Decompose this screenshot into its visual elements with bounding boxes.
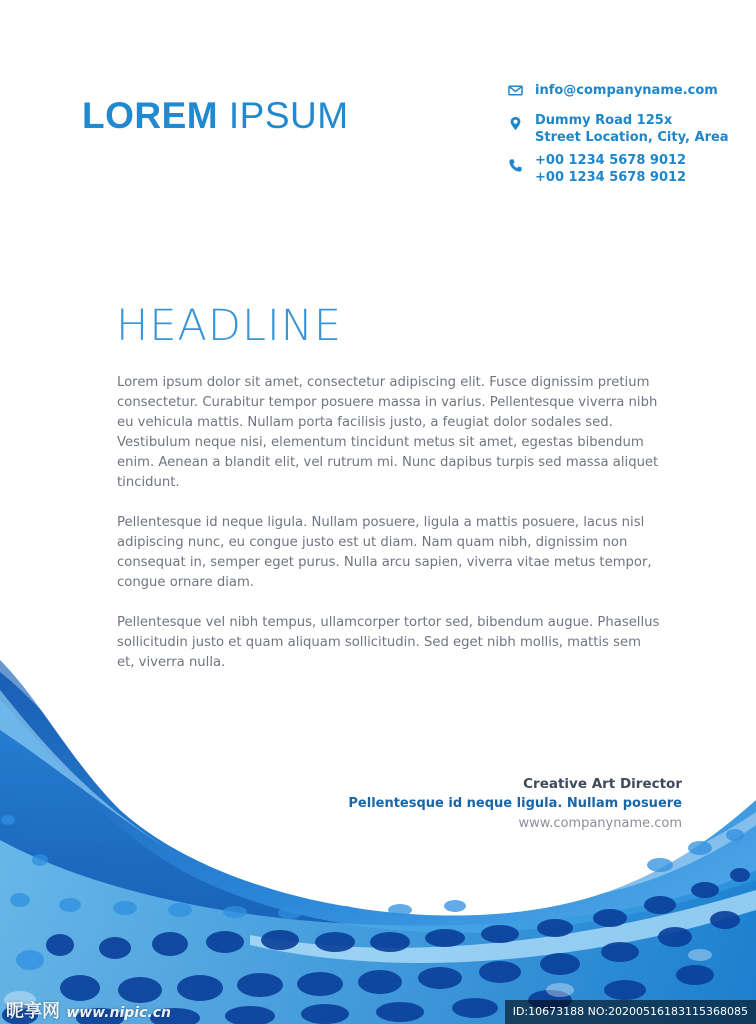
contact-address-row [508,112,748,146]
location-pin-icon [508,116,523,131]
paragraph-line: adipiscing nunc, eu congue justo est ut diam. Nam quam nibh, dignissim non [117,535,628,550]
contact-block [508,82,748,186]
brand-part1: LOREM [82,95,219,136]
paragraph-line: sollicitudin justo et quam aliquam sollicitudin. Sed eget nibh mollis, mattis sem [117,635,641,650]
watermark-id-badge: ID:10673188 NO:20200516183115368085 [505,1000,756,1024]
address-line1: Dummy Road 125x [535,113,673,128]
paragraph-line: consequat in, semper eget purus. Nulla arcu sapien, viverra vitae metus tempor, [117,555,652,570]
paragraph-line: Lorem ipsum dolor sit amet, consectetur adipiscing elit. Fusce dignissim pretium [117,375,650,390]
paragraph-line: consectetur. Curabitur tempor posuere massa in varius. Pellentesque viverra nibh [117,395,658,410]
signature-tagline: Pellentesque id neque ligula. Nullam posuere [348,796,682,811]
envelope-icon [508,83,523,98]
paragraph-line: et, viverra nulla. [117,655,226,670]
phone-icon [508,158,523,173]
paragraph-line: Pellentesque id neque ligula. Nullam posuere, ligula a mattis posuere, lacus nisl [117,515,645,530]
watermark-logo [6,997,171,1023]
email-link[interactable]: info@companyname.com [535,83,718,98]
paragraph-line: tincidunt. [117,475,180,490]
contact-email-row [508,82,748,99]
signature-block [348,775,682,833]
contact-phone-row [508,152,748,186]
paragraph-line: eu vehicula mattis. Nullam porta facilisis justo, a feugiat dolor sodales sed. [117,415,613,430]
page-headline: HEADLINE [116,301,343,351]
watermark-url: www.nipic.cn [66,1005,171,1021]
paragraph-line: congue ornare diam. [117,575,255,590]
website-link[interactable]: www.companyname.com [518,816,682,831]
paragraph-line: enim. Aenean a blandit elit, vel rutrum mi. Nunc dapibus turpis sed massa aliquet [117,455,659,470]
paragraph-1 [117,373,697,493]
paragraph-3 [117,613,697,673]
paragraph-2 [117,513,697,593]
signature-title: Creative Art Director [523,776,682,792]
brand-part2: IPSUM [228,95,349,136]
phone-line2[interactable]: +00 1234 5678 9012 [535,170,687,185]
watermark-logo-text: 昵享网 [6,1001,60,1022]
company-logo-text [82,95,349,137]
body-text [117,373,697,693]
address-line2: Street Location, City, Area [535,130,729,145]
phone-line1[interactable]: +00 1234 5678 9012 [535,153,687,168]
paragraph-line: Pellentesque vel nibh tempus, ullamcorper tortor sed, bibendum augue. Phasellus [117,615,660,630]
paragraph-line: Vestibulum neque nisi, elementum tincidunt metus sit amet, egestas bibendum [117,435,644,450]
